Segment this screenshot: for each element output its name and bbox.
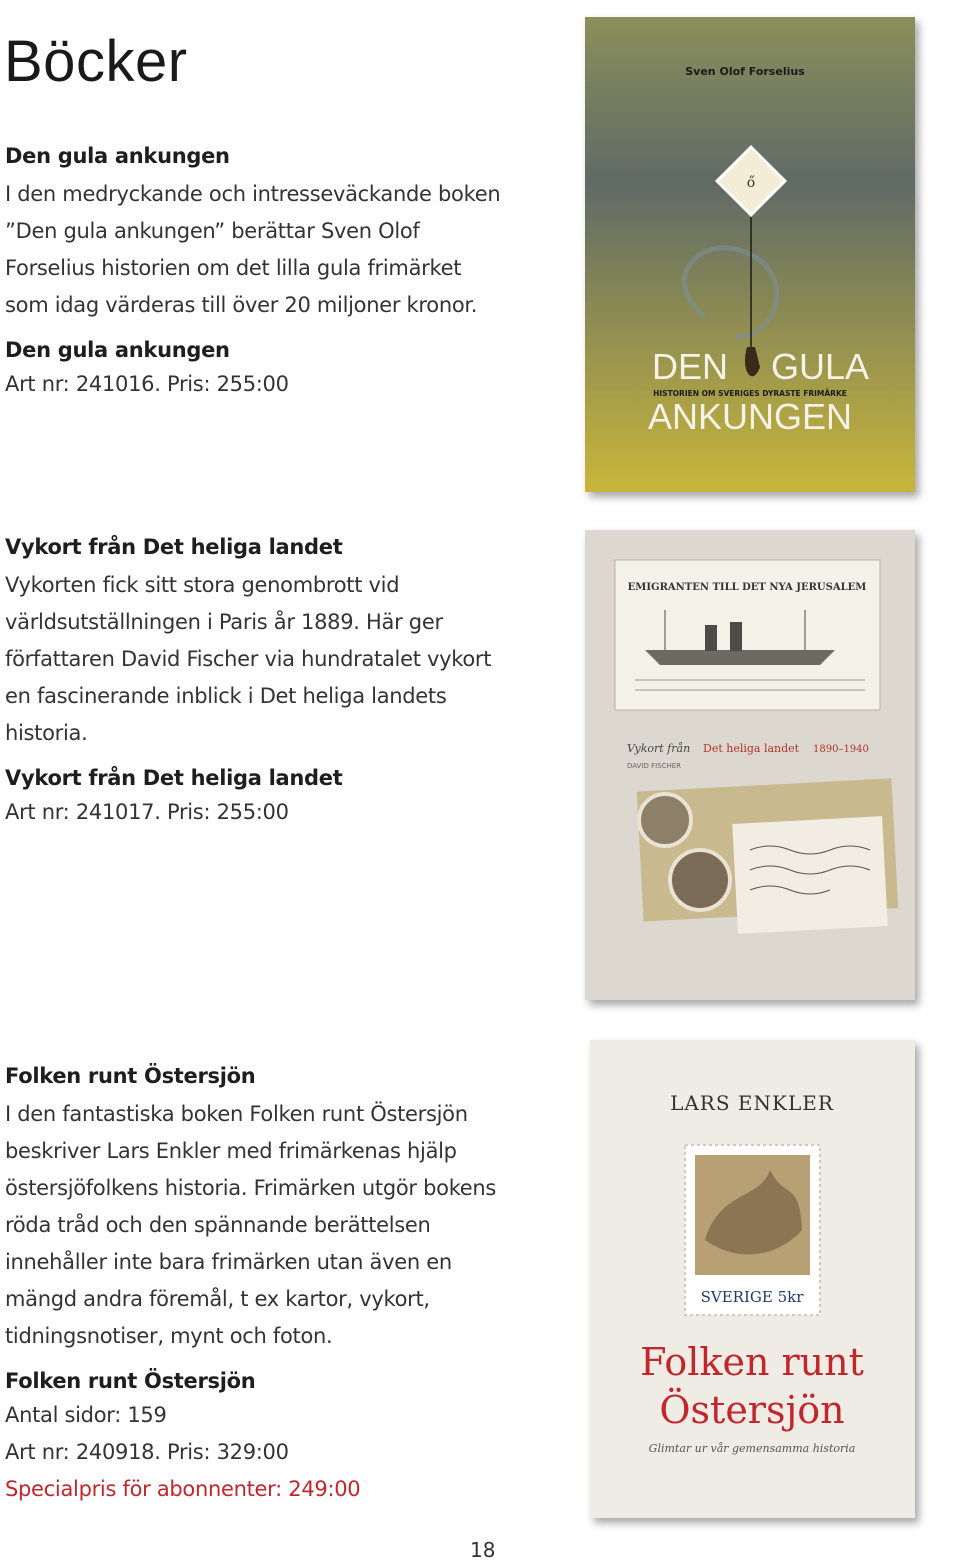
book-subtitle: Vykort från Det heliga landet [5,766,343,790]
cover-author: LARS ENKLER [670,1091,834,1115]
book-section-vykort [5,535,505,831]
postcard-top [615,560,880,710]
book-description: Vykorten fick sitt stora genombrott vid världsutställningen i Paris år 1889. Här ger författaren David Fischer via hundratalet vykort en fascinerande inblick i Det heliga landets historia. [5,573,492,745]
book-meta: Art nr: 240918. Pris: 329:00 [5,1440,289,1464]
book-meta: Art nr: 241017. Pris: 255:00 [5,800,289,824]
postcard-headline: EMIGRANTEN TILL DET NYA JERUSALEM [627,582,867,593]
stamp-text: SVERIGE 5kr [700,1288,804,1306]
cover-title-a: Vykort från [627,742,691,755]
book-section-folken [5,1064,505,1508]
book-heading: Vykort från Det heliga landet [5,535,343,559]
svg-text:ő: ő [746,175,756,191]
book-pages: Antal sidor: 159 [5,1403,167,1427]
book-cover-den-gula-ankungen [585,17,915,492]
book-heading: Den gula ankungen [5,144,230,168]
book-cover-folken [590,1040,915,1518]
book-subtitle: Den gula ankungen [5,338,230,362]
postcard-collage [637,778,898,934]
book-cover-vykort [585,530,915,1000]
book-heading: Folken runt Östersjön [5,1064,256,1088]
cover-title-line1: Folken runt [640,1340,864,1384]
cover-title-gula: GULA [770,346,870,387]
cover-subtitle: HISTORIEN OM SVERIGES DYRASTE FRIMÄRKE [653,389,847,398]
stamp-icon [685,1145,820,1315]
book-description: I den medryckande och intresseväckande boken ”Den gula ankungen” berättar Sven Olof Forselius historien om det lilla gula frimärket som idag värderas till över 20 miljoner kronor. [5,182,501,317]
book-section-den-gula-ankungen [5,144,505,403]
cover-title-line2: Östersjön [659,1388,845,1432]
cover-author: Sven Olof Forselius [685,65,805,78]
cover-author: DAVID FISCHER [627,762,682,770]
book-subtitle: Folken runt Östersjön [5,1369,256,1393]
special-price: Specialpris för abonnenter: 249:00 [5,1477,361,1501]
book-description: I den fantastiska boken Folken runt Östersjön beskriver Lars Enkler med frimärkenas hjälp östersjöfolkens historia. Frimärken utgör bokens röda tråd och den spännande berättelsen innehåller inte bara frimärken utan även en mängd andra föremål, t ex kartor, vykort, tidningsnotiser, mynt och foton. [5,1102,497,1348]
page-number: 18 [470,1538,496,1562]
cover-title-den: DEN [651,346,729,387]
cover-years: 1890–1940 [813,744,869,755]
cover-tagline: Glimtar ur vår gemensamma historia [648,1442,856,1455]
page-title: Böcker [4,29,188,94]
cover-title-b: Det heliga landet [703,742,800,755]
book-meta: Art nr: 241016. Pris: 255:00 [5,372,289,396]
cover-title-ankungen: ANKUNGEN [647,396,853,437]
